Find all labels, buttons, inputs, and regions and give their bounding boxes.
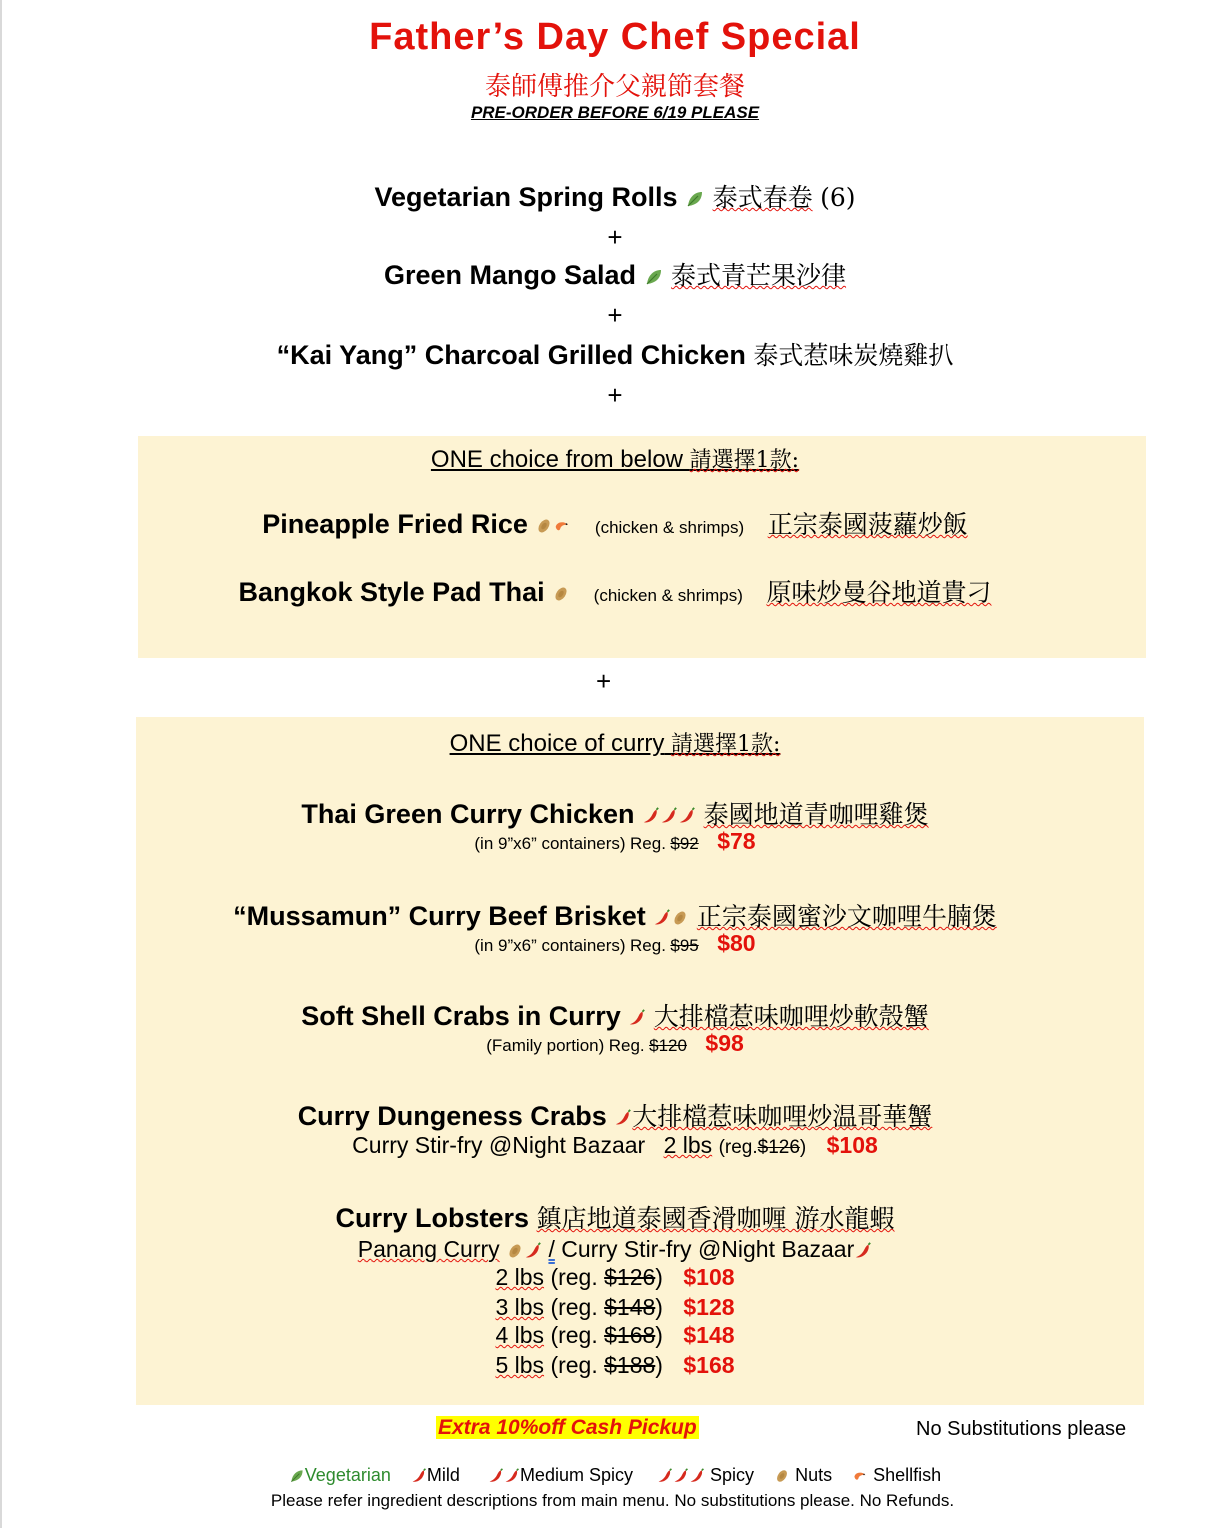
no-substitutions-note: No Substitutions please <box>916 1418 1127 1440</box>
plus-separator: + <box>607 222 623 252</box>
chili-icon <box>689 1468 705 1484</box>
dish-name: Curry Lobsters <box>335 1203 530 1233</box>
dish-name-zh: 泰式青芒果沙律 <box>671 261 847 290</box>
leaf-icon <box>685 189 705 209</box>
plus-separator: + <box>607 300 623 330</box>
dish-name: Vegetarian Spring Rolls <box>374 182 678 212</box>
dish-name-zh: 大排檔惹味咖哩炒温哥華蟹 <box>632 1102 933 1131</box>
dish-note: (chicken & shrimps) <box>593 586 743 605</box>
reg-close: ) <box>799 1137 807 1158</box>
reg-close: ) <box>655 1294 663 1320</box>
regular-price: $120 <box>649 1036 687 1055</box>
weight: 4 lbs <box>495 1322 545 1348</box>
dish-name: Green Mango Salad <box>383 260 636 290</box>
set-item-mango-salad <box>0 256 1230 292</box>
curry-item-mussamun-price-line <box>0 930 1230 957</box>
dish-name: Thai Green Curry Chicken <box>301 799 635 829</box>
cash-pickup-promo <box>436 1416 699 1440</box>
lobster-price-row <box>0 1352 1230 1379</box>
dish-name-zh: 泰式春卷 <box>712 183 813 212</box>
peanut-icon <box>552 585 570 603</box>
reg-close: ) <box>655 1352 663 1378</box>
legend-nuts: Nuts <box>795 1465 833 1485</box>
chili-icon <box>653 909 671 927</box>
rice-item-pineapple <box>0 505 1230 541</box>
legend-shellfish: Shellfish <box>873 1465 942 1485</box>
dish-name-zh: 泰國地道青咖哩雞煲 <box>703 800 929 829</box>
special-price: $128 <box>683 1294 735 1320</box>
chili-icon <box>657 1468 673 1484</box>
lobster-style-line <box>0 1236 1230 1263</box>
curry-item-dungeness-crabs-price-line <box>0 1132 1230 1159</box>
dish-name-zh: 正宗泰國蜜沙文咖哩牛腩煲 <box>696 902 997 931</box>
reg-label: (reg. <box>550 1264 598 1290</box>
dish-note: (chicken & shrimps) <box>594 518 745 537</box>
curry-item-lobsters <box>0 1199 1230 1235</box>
plus-separator: + <box>607 380 623 410</box>
reg-label: Reg. <box>608 1036 645 1055</box>
set-item-kai-yang <box>0 336 1230 372</box>
icon-legend <box>0 1465 1230 1486</box>
chili-icon <box>628 1009 646 1027</box>
regular-price: $168 <box>604 1322 656 1348</box>
reg-label: (reg. <box>550 1352 598 1378</box>
curry-item-soft-shell-crabs <box>0 997 1230 1033</box>
curry-section-heading <box>0 727 1230 758</box>
page-title: Father’s Day Chef Special <box>369 16 861 58</box>
regular-price: $95 <box>670 936 699 955</box>
reg-label: (reg. <box>550 1294 598 1320</box>
lobster-price-row <box>0 1264 1230 1291</box>
weight: 2 lbs <box>663 1132 713 1158</box>
special-price: $80 <box>717 930 756 956</box>
reg-label: Reg. <box>630 936 666 955</box>
special-price: $108 <box>826 1132 878 1158</box>
reg-label: Reg. <box>630 834 666 853</box>
regular-price: $126 <box>757 1137 800 1158</box>
plus-separator: + <box>596 666 612 696</box>
style-stir-fry: Curry Stir-fry @Night Bazaar <box>561 1236 855 1262</box>
heading-text: ONE choice of curry <box>449 730 665 757</box>
dish-name: “Kai Yang” Charcoal Grilled Chicken <box>276 340 746 370</box>
heading-text-zh: 請選擇1款: <box>689 448 800 473</box>
leaf-icon <box>289 1468 305 1484</box>
weight: 2 lbs <box>495 1264 545 1290</box>
peanut-icon <box>535 517 553 535</box>
curry-item-dungeness-crabs <box>0 1097 1230 1133</box>
chili-icon <box>678 807 696 825</box>
dish-name: Pineapple Fried Rice <box>262 509 528 539</box>
page-subtitle-zh: 泰師傅推介父親節套餐 <box>484 72 745 102</box>
curry-item-green-curry <box>0 795 1230 831</box>
chili-icon <box>411 1468 427 1484</box>
chili-icon <box>642 807 660 825</box>
dish-name: Soft Shell Crabs in Curry <box>301 1001 621 1031</box>
reg-label: (reg. <box>718 1137 758 1158</box>
promo-text: Extra 10%off Cash Pickup <box>438 1416 697 1439</box>
dish-desc: Curry Stir-fry @Night Bazaar <box>352 1132 646 1158</box>
set-item-spring-rolls <box>0 178 1230 214</box>
curry-item-green-curry-price-line <box>0 828 1230 855</box>
reg-label: (reg. <box>550 1322 598 1348</box>
dish-name: Curry Dungeness Crabs <box>297 1101 607 1131</box>
legend-spicy: Spicy <box>710 1465 755 1485</box>
shrimp-icon <box>553 517 571 535</box>
reg-close: ) <box>655 1322 663 1348</box>
size-note: (Family portion) <box>486 1036 605 1055</box>
dish-name-zh: 泰式惹味炭燒雞扒 <box>753 341 954 370</box>
dish-name-zh: 大排檔惹味咖哩炒軟殼蟹 <box>653 1002 929 1031</box>
size-note: (in 9”x6” containers) <box>474 834 626 853</box>
chili-icon <box>504 1468 520 1484</box>
heading-text-zh: 請選擇1款: <box>670 732 781 757</box>
style-panang: Panang Curry <box>357 1236 500 1262</box>
disclaimer: Please refer ingredient descriptions from main menu. No substitutions please. No Refunds. <box>270 1491 955 1510</box>
curry-item-soft-shell-crabs-price-line <box>0 1030 1230 1057</box>
peanut-icon <box>774 1468 790 1484</box>
chili-icon <box>660 807 678 825</box>
dish-name: “Mussamun” Curry Beef Brisket <box>233 901 646 931</box>
preorder-notice: PRE-ORDER BEFORE 6/19 PLEASE <box>470 103 760 122</box>
chili-icon <box>854 1242 872 1260</box>
regular-price: $148 <box>604 1294 656 1320</box>
weight: 5 lbs <box>495 1352 545 1378</box>
weight: 3 lbs <box>495 1294 545 1320</box>
special-price: $168 <box>683 1352 735 1378</box>
peanut-icon <box>506 1242 524 1260</box>
style-separator: / <box>548 1236 555 1262</box>
legend-vegetarian: Vegetarian <box>304 1465 391 1485</box>
dish-name-zh: 正宗泰國菠蘿炒飯 <box>767 510 968 539</box>
special-price: $78 <box>717 828 756 854</box>
shrimp-icon <box>852 1468 868 1484</box>
lobster-price-row <box>0 1322 1230 1349</box>
leaf-icon <box>644 267 664 287</box>
reg-close: ) <box>655 1264 663 1290</box>
dish-name-zh: 鎮店地道泰國香滑咖喱 游水龍蝦 <box>536 1204 895 1233</box>
legend-medium: Medium Spicy <box>519 1465 633 1485</box>
rice-section-heading <box>0 443 1230 474</box>
chili-icon <box>488 1468 504 1484</box>
heading-text: ONE choice from below <box>430 446 683 473</box>
rice-item-pad-thai <box>0 573 1230 609</box>
special-price: $98 <box>705 1030 744 1056</box>
regular-price: $188 <box>604 1352 656 1378</box>
regular-price: $126 <box>604 1264 656 1290</box>
dish-qty: (6) <box>820 183 856 212</box>
special-price: $148 <box>683 1322 735 1348</box>
chili-icon <box>673 1468 689 1484</box>
size-note: (in 9”x6” containers) <box>474 936 626 955</box>
chili-icon <box>614 1109 632 1127</box>
dish-name-zh: 原味炒曼谷地道貴刁 <box>766 578 992 607</box>
peanut-icon <box>671 909 689 927</box>
special-price: $108 <box>683 1264 735 1290</box>
curry-item-mussamun <box>0 897 1230 933</box>
regular-price: $92 <box>670 834 699 853</box>
chili-icon <box>524 1242 542 1260</box>
dish-name: Bangkok Style Pad Thai <box>238 577 545 607</box>
lobster-price-row <box>0 1294 1230 1321</box>
legend-mild: Mild <box>426 1465 460 1485</box>
